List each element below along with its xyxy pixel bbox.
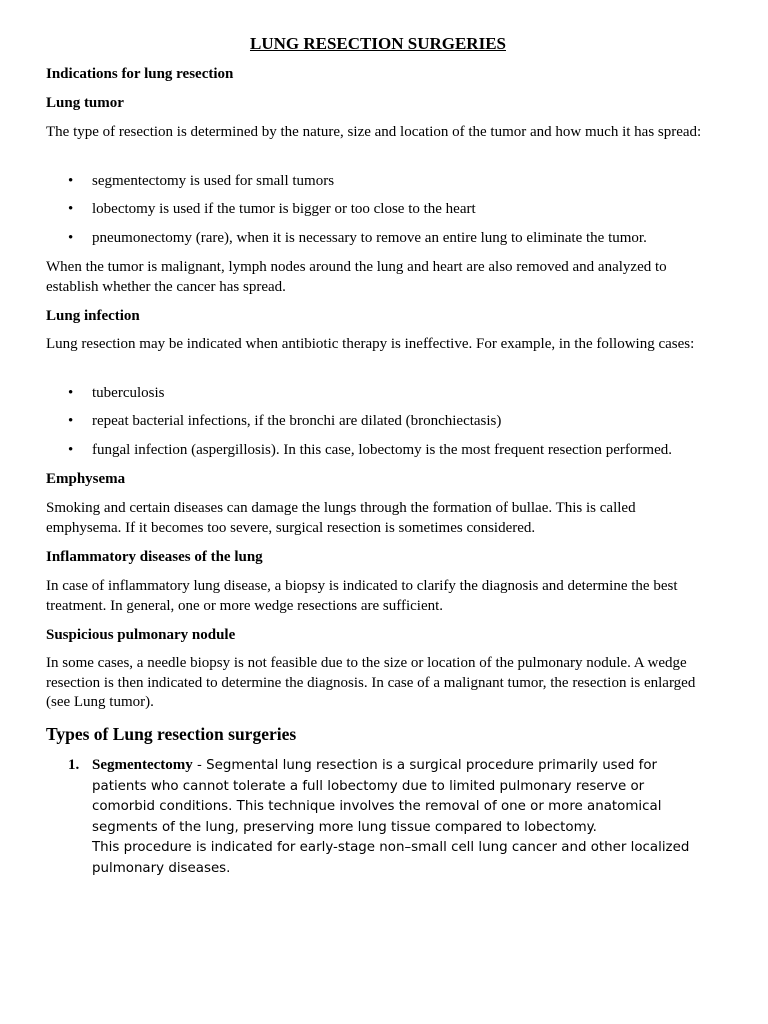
types-heading: Types of Lung resection surgeries	[46, 724, 297, 744]
document-title: LUNG RESECTION SURGERIES	[249, 34, 506, 53]
emphysema-text: Smoking and certain diseases can damage the lungs through the formation of bullae. This is called emphysema. If it becomes too severe, surgical resection is sometimes considered.	[46, 500, 636, 536]
list-item-text: pneumonectomy (rare), when it is necessary to remove an entire lung to eliminate the tumor.	[92, 230, 647, 246]
bullet-icon: •	[68, 173, 74, 189]
list-item-text: segmentectomy is used for small tumors	[92, 173, 335, 189]
lung-infection-intro: Lung resection may be indicated when antibiotic therapy is ineffective. For example, in the following cases:	[46, 336, 695, 352]
list-item-term: Segmentectomy	[92, 757, 193, 773]
lung-tumor-followup: When the tumor is malignant, lymph nodes around the lung and heart are also removed and analyzed to establish whether the cancer has spread.	[46, 259, 667, 295]
bullet-icon: •	[68, 201, 74, 217]
list-item-description: Segmental lung resection is a surgical procedure primarily used for patients who cannot tolerate a full lobectomy due to limited pulmonary reserve or comorbid conditions. This technique involves the removal of one or more anatomical segments of the lung, preserving more lung tissue compared to lobectomy.	[92, 758, 662, 835]
list-item-text: repeat bacterial infections, if the bronchi are dilated (bronchiectasis)	[92, 413, 502, 429]
list-item-text: lobectomy is used if the tumor is bigger or too close to the heart	[92, 201, 476, 217]
list-item-number: 1.	[68, 757, 80, 773]
inflammatory-heading: Inflammatory diseases of the lung	[46, 549, 263, 565]
list-item-content	[92, 755, 710, 880]
term-separator: -	[192, 758, 207, 773]
inflammatory-text: In case of inflammatory lung disease, a biopsy is indicated to clarify the diagnosis and determine the best treatment. In general, one or more wedge resections are sufficient.	[46, 578, 678, 614]
list-item-indication: This procedure is indicated for early-stage non–small cell lung cancer and other localized pulmonary diseases.	[92, 840, 690, 876]
list-item-text: fungal infection (aspergillosis). In this case, lobectomy is the most frequent resection performed.	[92, 442, 672, 458]
indications-heading: Indications for lung resection	[46, 66, 234, 82]
bullet-icon: •	[68, 413, 74, 429]
bullet-icon: •	[68, 385, 74, 401]
lung-tumor-intro: The type of resection is determined by the nature, size and location of the tumor and how much it has spread:	[46, 124, 702, 140]
nodule-text: In some cases, a needle biopsy is not feasible due to the size or location of the pulmonary nodule. A wedge resection is then indicated to determine the diagnosis. In case of a malignant tumor, the resection is enlarged (see Lung tumor).	[46, 655, 696, 710]
lung-tumor-heading: Lung tumor	[46, 95, 124, 111]
lung-infection-heading: Lung infection	[46, 308, 140, 324]
bullet-icon: •	[68, 442, 74, 458]
emphysema-heading: Emphysema	[46, 471, 126, 487]
nodule-heading: Suspicious pulmonary nodule	[46, 627, 236, 643]
bullet-icon: •	[68, 230, 74, 246]
list-item-text: tuberculosis	[92, 385, 165, 401]
